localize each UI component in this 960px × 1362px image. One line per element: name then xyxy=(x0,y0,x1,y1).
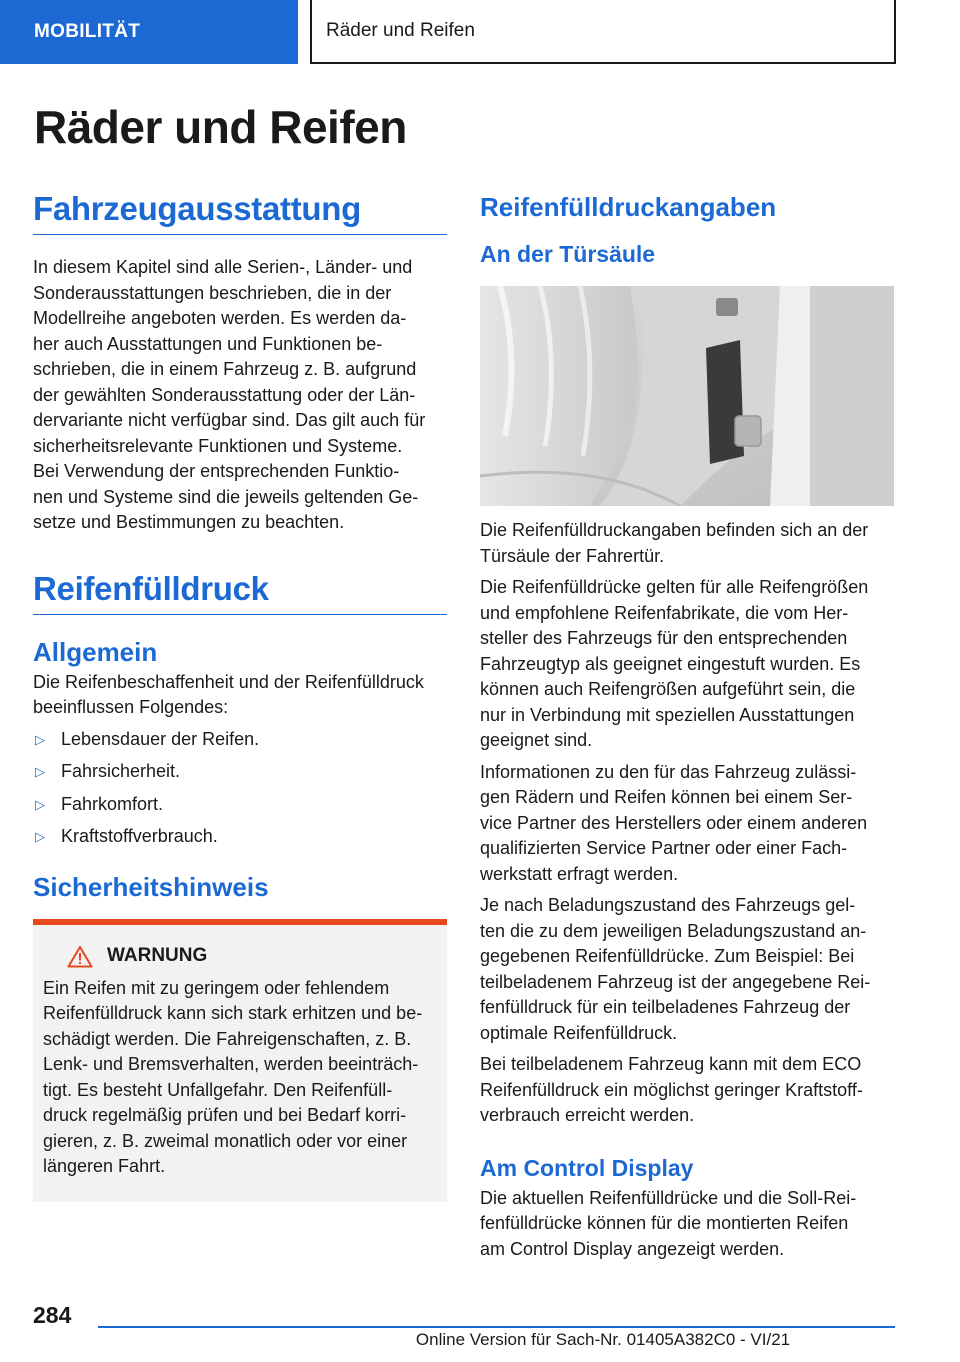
warning-label: WARNUNG xyxy=(107,945,208,966)
section-tab: MOBILITÄT xyxy=(0,0,298,64)
heading-fahrzeugausstattung: Fahrzeugausstattung xyxy=(33,190,447,235)
warning-header xyxy=(43,945,437,968)
triangle-bullet-icon: ▷ xyxy=(35,764,45,779)
list-item: ▷ Kraftstoffverbrauch. xyxy=(33,824,447,850)
triangle-bullet-icon: ▷ xyxy=(35,829,45,844)
door-paragraph-5: Bei teilbeladenem Fahrzeug kann mit dem ECO Reifenfülldruck ein möglichst geringer Kraftstoff- verbrauch erreicht werden. xyxy=(480,1054,863,1125)
triangle-bullet-icon: ▷ xyxy=(35,731,45,747)
door-pillar-photo xyxy=(480,286,894,506)
heading-tuersaeule: An der Türsäule xyxy=(480,241,656,267)
footer-version-text: Online Version für Sach-Nr. 01405A382C0 - VI/21 xyxy=(415,1330,791,1349)
list-item: ▷ Fahrkomfort. xyxy=(33,792,447,818)
door-paragraph-3: Informationen zu den für das Fahrzeug zulässi- gen Rädern und Reifen können bei einem Ser- vice Partner des Herstellers oder einem anderen qualifizierten Service Partner oder einer Fach- werkstatt erfragt werden. xyxy=(480,761,868,884)
general-paragraph: Die Reifenbeschaffenheit und der Reifenfülldruck beeinflussen Folgendes: xyxy=(33,671,424,717)
display-paragraph: Die aktuellen Reifenfülldrücke und die Soll-Rei- fenfülldrücke können für die montierten Reifen am Control Display angezeigt werden. xyxy=(480,1187,857,1259)
warning-text: Ein Reifen mit zu geringem oder fehlendem Reifenfülldruck kann sich stark erhitzen und be- schädigt werden. Die Fahreigenschaften, z. B. Lenk- und Bremsverhalten, werden beeinträch- tigt. Es besteht Unfallgefahr. Den Reifenfüll- druck regelmäßig prüfen und bei Bedarf korri- gieren, z. B. zweimal monatlich oder vor einer längeren Fahrt. xyxy=(43,977,423,1176)
heading-reifenfuelldruck: Reifenfülldruck xyxy=(33,570,447,615)
warning-box xyxy=(33,919,447,1202)
door-paragraph-4: Je nach Beladungszustand des Fahrzeugs gel- ten die zu dem jeweiligen Beladungszustand an- gegebenen Reifenfülldrücke. Zum Beispiel: Bei teilbeladenem Fahrzeug ist der angegebene Rei- fenfülldruck für ein teilbeladenes Fahrzeug der optimale Reifenfülldruck. xyxy=(480,895,871,1043)
list-item: ▷ Fahrsicherheit. xyxy=(33,759,447,785)
heading-control-display: Am Control Display xyxy=(480,1154,694,1181)
heading-sicherheitshinweis: Sicherheitshinweis xyxy=(33,871,269,902)
influence-list xyxy=(33,727,447,850)
triangle-bullet-icon: ▷ xyxy=(35,796,45,812)
heading-reifenfuelldruckangaben: Reifenfülldruckangaben xyxy=(480,192,777,222)
left-column xyxy=(33,190,447,1202)
page-title: Räder und Reifen xyxy=(34,101,407,153)
chapter-title: Räder und Reifen xyxy=(310,0,896,64)
heading-allgemein: Allgemein xyxy=(33,636,158,667)
door-paragraph-2: Die Reifenfülldrücke gelten für alle Reifengrößen und empfohlene Reifenfabrikate, die vom Her- steller des Fahrzeugs für den entsprechenden Fahrzeugtyp als geeignet eingestuft wurden. Es können auch Reifengrößen aufgeführt sein, die nur in Verbindung mit speziellen Ausstattungen geeignet sind. xyxy=(480,577,869,750)
warning-triangle-icon xyxy=(67,945,93,968)
equipment-paragraph: In diesem Kapitel sind alle Serien-, Länder- und Sonderausstattungen beschrieben, die in der Modellreihe angeboten werden. Es werden da- her auch Ausstattungen und Funktionen be- schrieben, die in einem Fahrzeug z. B. aufgrund der gewählten Sonderausstattung oder der Län- dervariante nicht verfügbar sind. Das gilt auch für sicherheitsrelevante Funktionen und Systeme. Bei Verwendung der entsprechenden Funktio- nen und Systeme sind die jeweils geltenden Ge- setze und Bestimmungen zu beachten. xyxy=(33,257,426,532)
page-number: 284 xyxy=(33,1302,72,1328)
door-paragraph-1: Die Reifenfülldruckangaben befinden sich an der Türsäule der Fahrertür. xyxy=(480,520,869,566)
footer-divider xyxy=(98,1326,895,1328)
list-item: ▷ Lebensdauer der Reifen. xyxy=(33,727,447,753)
right-column xyxy=(480,192,894,1262)
